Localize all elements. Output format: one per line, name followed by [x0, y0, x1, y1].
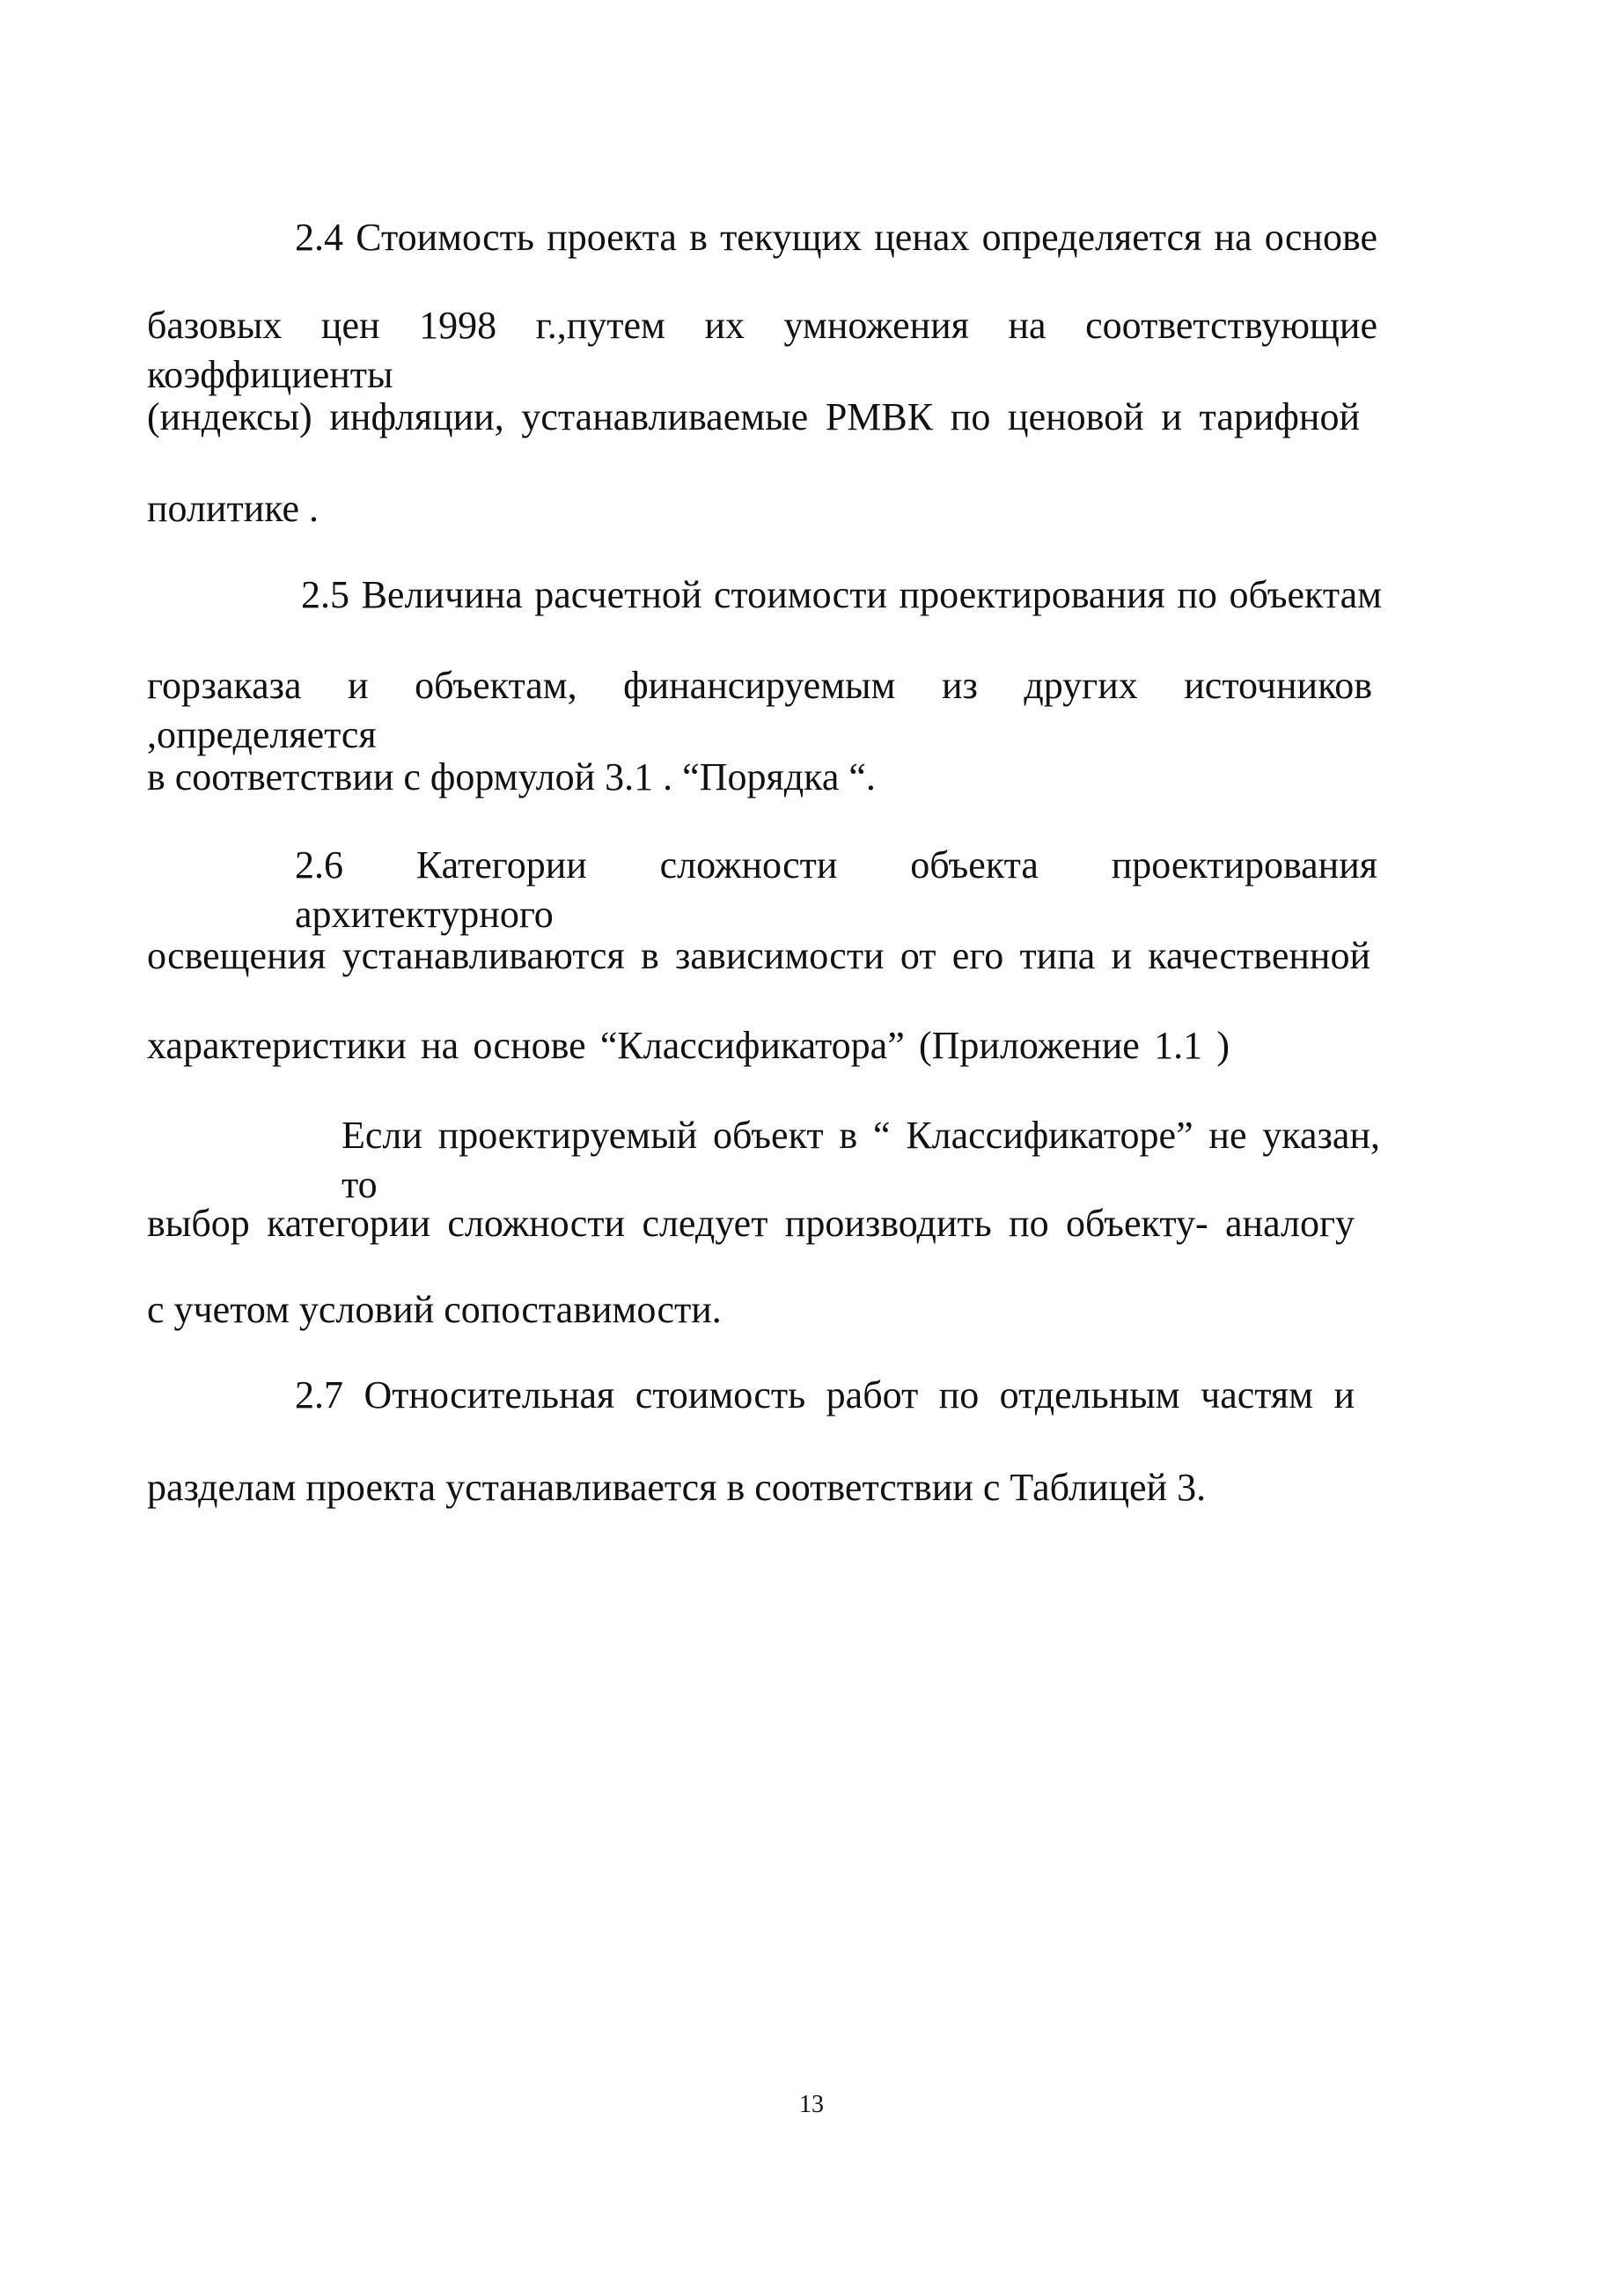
paragraph-2-6-line-3: характеристики на основе “Классификатора” (Приложение 1.1 ) [147, 1024, 1230, 1067]
paragraph-2-4-line-3: (индексы) инфляции, устанавливаемые РМВК по ценовой и тарифной [147, 395, 1360, 438]
paragraph-2-7-line-1: 2.7 Относительная стоимость работ по отдельным частям и [295, 1373, 1355, 1417]
paragraph-2-5-line-3: в соответствии с формулой 3.1 . “Порядка “. [147, 755, 876, 798]
paragraph-2-6-note-line-3: с учетом условий сопоставимости. [147, 1288, 722, 1331]
paragraph-2-4-line-4: политике . [147, 487, 319, 530]
paragraph-2-7-line-2: разделам проекта устанавливается в соответствии с Таблицей 3. [147, 1466, 1207, 1509]
paragraph-2-6-line-2: освещения устанавливаются в зависимости от его типа и качественной [147, 934, 1370, 977]
paragraph-2-4-line-1: 2.4 Стоимость проекта в текущих ценах определяется на основе [295, 216, 1377, 259]
paragraph-2-6-note-line-2: выбор категории сложности следует производить по объекту- аналогу [147, 1202, 1355, 1245]
page-number: 13 [799, 2091, 824, 2118]
paragraph-2-6-note-line-1: Если проектируемый объект в “ Классификаторе” не указан, то [341, 1114, 1380, 1206]
paragraph-2-5-line-2: горзаказа и объектам, финансируемым из других источников ,определяется [147, 664, 1372, 756]
paragraph-2-5-line-1: 2.5 Величина расчетной стоимости проектирования по объектам [301, 573, 1382, 616]
paragraph-2-4-line-2: базовых цен 1998 г.,путем их умножения на соответствующие коэффициенты [147, 304, 1377, 396]
paragraph-2-6-line-1: 2.6 Категории сложности объекта проектирования архитектурного [295, 843, 1377, 936]
